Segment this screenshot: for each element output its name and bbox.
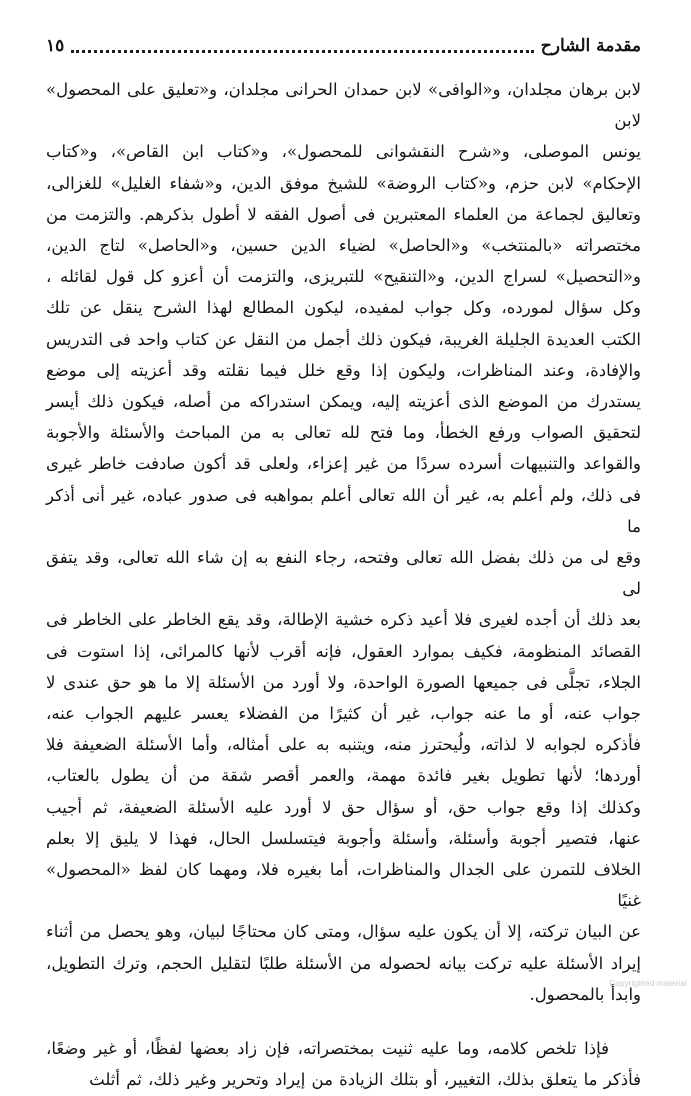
text-line: إيراد الأسئلة عليه تركت بيانه لحصوله من الأسئلة طلبًا لتقليل الحجم، وترك التطويل، xyxy=(46,953,641,973)
text-line: يونس الموصلى، و«شرح النقشوانى للمحصول»، و«كتاب ابن القاص»، و«كتاب xyxy=(46,142,641,162)
dot-leader xyxy=(71,50,534,53)
text-line: وكذلك إذا وقع جواب حق، أو سؤال حق لا أورد عليه الأسئلة الضعيفة، ثم أجيب xyxy=(46,797,641,817)
copyright-watermark: Copyrighted material xyxy=(609,979,687,988)
text-line: وتعاليق لجماعة من العلماء المعتبرين فى أصول الفقه لا أطول بذكرهم. والتزمت من xyxy=(46,204,641,224)
text-line: الجلاء، تجلَّى فى جميعها الصورة الواحدة، ولا أورد من الأسئلة إلا ما هو حق عندى لا xyxy=(46,672,641,692)
text-line: فأذكره لجوابه لا لذاته، ولُيحترز منه، ويتنبه به على أمثاله، وأما الأسئلة الضعيفة فلا xyxy=(46,735,641,755)
text-line: مختصراته «بالمنتخب» و«الحاصل» لضياء الدين حسين، و«الحاصل» لتاج الدين، xyxy=(46,236,641,256)
text-line: لابن برهان مجلدان، و«الوافى» لابن حمدان الحرانى مجلدان، و«تعليق على المحصول» لابن xyxy=(46,80,641,131)
paragraph xyxy=(46,1033,641,1095)
text-line: عنها، فتصير أجوبة وأسئلة، وأسئلة وأجوبة فيتسلسل الحال، فهذا لا يليق إلا بعلم xyxy=(46,828,641,848)
text-line: لتحقيق الصواب ورفع الخطأ، وما فتح لله تعالى به من المباحث والأسئلة والأجوبة xyxy=(46,423,641,443)
text-line: وابدأ بالمحصول. xyxy=(529,984,641,1004)
text-line: والإفادة، وعند المناظرات، وليكون إذا وقع خلل فيما نقلته وقد أعزيته إلى موضع xyxy=(46,360,641,380)
text-line: و«التحصيل» لسراج الدين، و«التنقيح» للتبريزى، والتزمت أن أعزو كل قول لقائله ، xyxy=(46,267,641,287)
text-line: فإذا تلخص كلامه، وما عليه ثنيت بمختصراته، فإن زاد بعضها لفظًا، أو غير وضعًا، xyxy=(46,1039,609,1059)
text-line: فأذكر ما يتعلق بذلك، التغيير، أو بتلك الزيادة من إيراد وتحرير وغير ذلك، ثم أثلث xyxy=(89,1070,641,1090)
page-body xyxy=(46,74,641,1096)
text-line: يستدرك من الموضع الذى أعزيته إليه، ويمكن استدراكه من أصله، فيكون ذلك أيسر xyxy=(46,392,641,412)
text-line: عن البيان تركته، إلا أن يكون عليه سؤال، ومتى كان محتاجًا لبيان، وهو يحصل من أثناء xyxy=(46,922,641,942)
text-line: وقع لى من ذلك بفضل الله تعالى وفتحه، رجاء النفع به إن شاء الله تعالى، وقد يتفق لى xyxy=(46,548,641,599)
chapter-title: مقدمة الشارح xyxy=(540,36,641,56)
text-line: الكتب العديدة الجليلة الغريبة، فيكون ذلك أجمل من النقل عن كتاب واحد فى التدريس xyxy=(46,329,641,349)
text-line: الإحكام» لابن حزم، و«كتاب الروضة» للشيخ موفق الدين، و«شفاء الغليل» للغزالى، xyxy=(46,173,641,193)
text-line: أوردها؛ لأنها تطويل بغير فائدة مهمة، والعمر أقصر شقة من أن يطول بالعتاب، xyxy=(46,766,641,786)
page-number: ١٥ xyxy=(46,36,65,56)
text-line: والقواعد والتنبيهات أسرده سردًا من غير إعزاء، ولعلى قد أكون صادفت خاطر غيرى xyxy=(46,454,641,474)
text-line: الخلاف للتمرن على الجدال والمناظرات، أما بغيره فلا، ومهما كان لفظ «المحصول» غنيًا xyxy=(46,860,641,911)
text-line: القصائد المنظومة، فكيف بموارد العقول، فإنه أقرب لأنها كالمرائى، إذا استوت فى xyxy=(46,641,641,661)
text-line: بعد ذلك أن أجده لغيرى فلا أعيد ذكره خشية الإطالة، وقد يقع الخاطر على الخاطر فى xyxy=(46,610,641,630)
text-line: فى ذلك، ولم أعلم به، غير أن الله تعالى أعلم بمواهبه فى صدور عباده، غير أنى أذكر ما xyxy=(46,485,641,536)
paragraph xyxy=(46,74,641,1010)
page-running-head xyxy=(46,34,641,58)
text-line: جواب عنه، أو ما عنه جواب، غير أن كثيرًا من الفضلاء يعسر عليهم الجواب عنه، xyxy=(46,704,641,724)
text-line: وكل سؤال لمورده، وكل جواب لمفيده، ليكون المطالع لهذا الشرح ينقل عن تلك xyxy=(46,298,641,318)
